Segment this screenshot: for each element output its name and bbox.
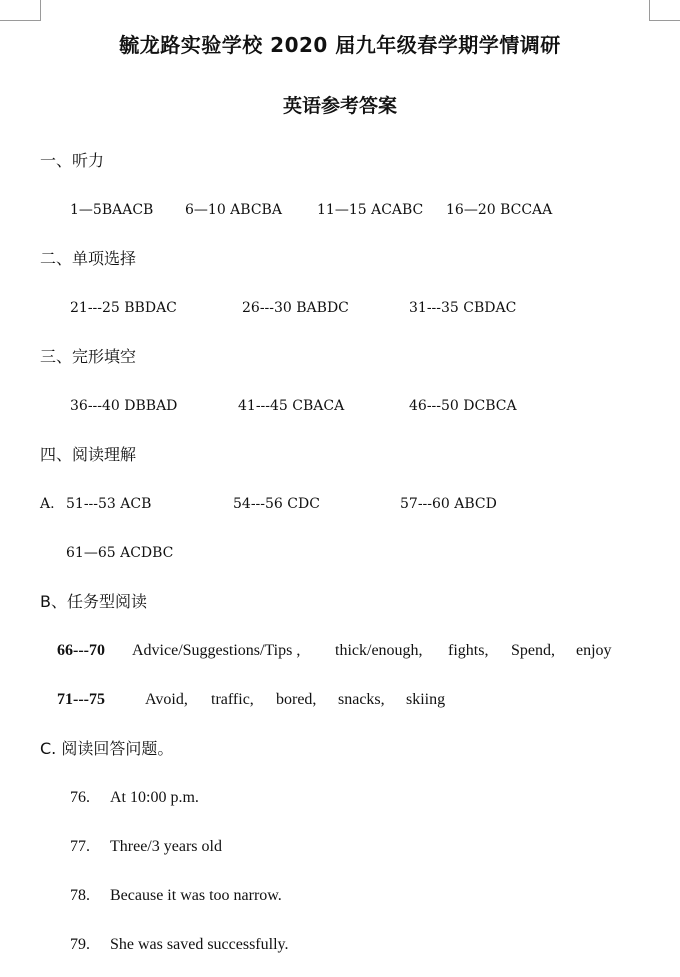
question-number: 79. bbox=[70, 936, 90, 953]
answer-group: 51---53 ACB bbox=[66, 496, 152, 512]
blank-answer: Advice/Suggestions/Tips , bbox=[132, 642, 301, 659]
answer-group: 1—5BAACB bbox=[70, 202, 154, 218]
section-heading-task-reading: B、任务型阅读 bbox=[40, 592, 147, 611]
answer-group: 6—10 ABCBA bbox=[185, 202, 282, 218]
question-number: 76. bbox=[70, 789, 90, 806]
answer-group: 41---45 CBACA bbox=[238, 398, 345, 414]
answer-group: 11—15 ACABC bbox=[317, 202, 424, 218]
answer-group: 54---56 CDC bbox=[233, 496, 320, 512]
answer-group: 26---30 BABDC bbox=[242, 300, 349, 316]
section-heading-listening: 一、听力 bbox=[40, 151, 105, 170]
answer-group: 61—65 ACDBC bbox=[66, 545, 174, 561]
blank-answer: Spend, bbox=[511, 642, 555, 659]
part-a-label: A. bbox=[40, 496, 55, 512]
blank-answer: bored, bbox=[276, 691, 317, 708]
blank-answer: Avoid, bbox=[145, 691, 188, 708]
question-answer: Because it was too narrow. bbox=[110, 887, 282, 904]
answer-group: 16—20 BCCAA bbox=[446, 202, 553, 218]
answer-group: 57---60 ABCD bbox=[400, 496, 497, 512]
section-heading-reading: 四、阅读理解 bbox=[40, 445, 137, 464]
page-title: 毓龙路实验学校 2020 届九年级春学期学情调研 bbox=[119, 33, 561, 57]
section-heading-answer-questions: C. 阅读回答问题。 bbox=[40, 739, 174, 758]
page-subtitle: 英语参考答案 bbox=[282, 95, 397, 117]
answer-group: 36---40 DBBAD bbox=[70, 398, 178, 414]
answer-group: 46---50 DCBCA bbox=[409, 398, 517, 414]
blank-answer: skiing bbox=[406, 691, 446, 708]
question-number: 77. bbox=[70, 838, 90, 855]
blank-answer: traffic, bbox=[211, 691, 254, 708]
question-answer: At 10:00 p.m. bbox=[110, 789, 199, 806]
section-heading-single-choice: 二、单项选择 bbox=[40, 249, 137, 268]
blank-answer: enjoy bbox=[576, 642, 612, 659]
blank-answer: thick/enough, bbox=[335, 642, 423, 659]
answer-group: 31---35 CBDAC bbox=[409, 300, 517, 316]
question-number: 78. bbox=[70, 887, 90, 904]
blank-answer: snacks, bbox=[338, 691, 385, 708]
blank-answer: fights, bbox=[448, 642, 489, 659]
range-label: 71---75 bbox=[57, 691, 105, 708]
crop-mark-top-right bbox=[649, 0, 680, 21]
crop-mark-top-left bbox=[0, 0, 41, 21]
question-answer: She was saved successfully. bbox=[110, 936, 289, 953]
section-heading-cloze: 三、完形填空 bbox=[40, 347, 137, 366]
range-label: 66---70 bbox=[57, 642, 105, 659]
answer-group: 21---25 BBDAC bbox=[70, 300, 177, 316]
question-answer: Three/3 years old bbox=[110, 838, 222, 855]
